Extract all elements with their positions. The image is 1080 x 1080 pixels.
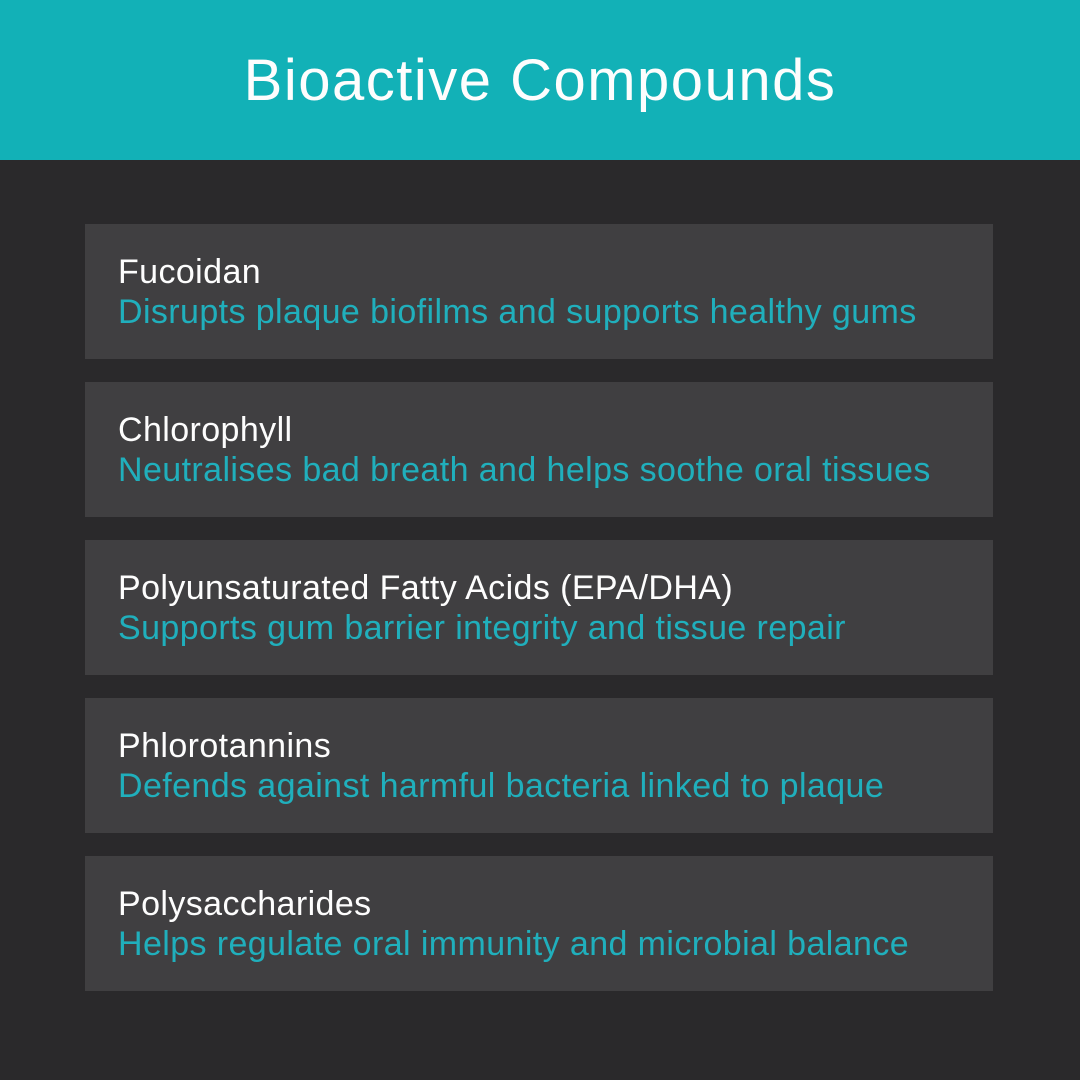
compound-card bbox=[85, 698, 993, 833]
compound-name: Phlorotannins bbox=[118, 726, 332, 765]
header-banner bbox=[0, 0, 1080, 160]
page-title: Bioactive Compounds bbox=[243, 47, 837, 113]
compound-name: Polysaccharides bbox=[118, 884, 372, 923]
compound-card bbox=[85, 856, 993, 991]
compound-benefit: Supports gum barrier integrity and tissue repair bbox=[118, 608, 846, 647]
compound-list bbox=[0, 224, 1080, 991]
compound-card bbox=[85, 382, 993, 517]
compound-card bbox=[85, 224, 993, 359]
compound-benefit: Helps regulate oral immunity and microbial balance bbox=[118, 924, 910, 963]
compound-benefit: Defends against harmful bacteria linked to plaque bbox=[118, 766, 885, 805]
compound-benefit: Disrupts plaque biofilms and supports healthy gums bbox=[118, 292, 917, 331]
compound-card bbox=[85, 540, 993, 675]
compound-benefit: Neutralises bad breath and helps soothe oral tissues bbox=[118, 450, 931, 489]
compound-name: Chlorophyll bbox=[118, 410, 293, 449]
compound-name: Polyunsaturated Fatty Acids (EPA/DHA) bbox=[118, 568, 734, 607]
compound-name: Fucoidan bbox=[118, 252, 262, 291]
